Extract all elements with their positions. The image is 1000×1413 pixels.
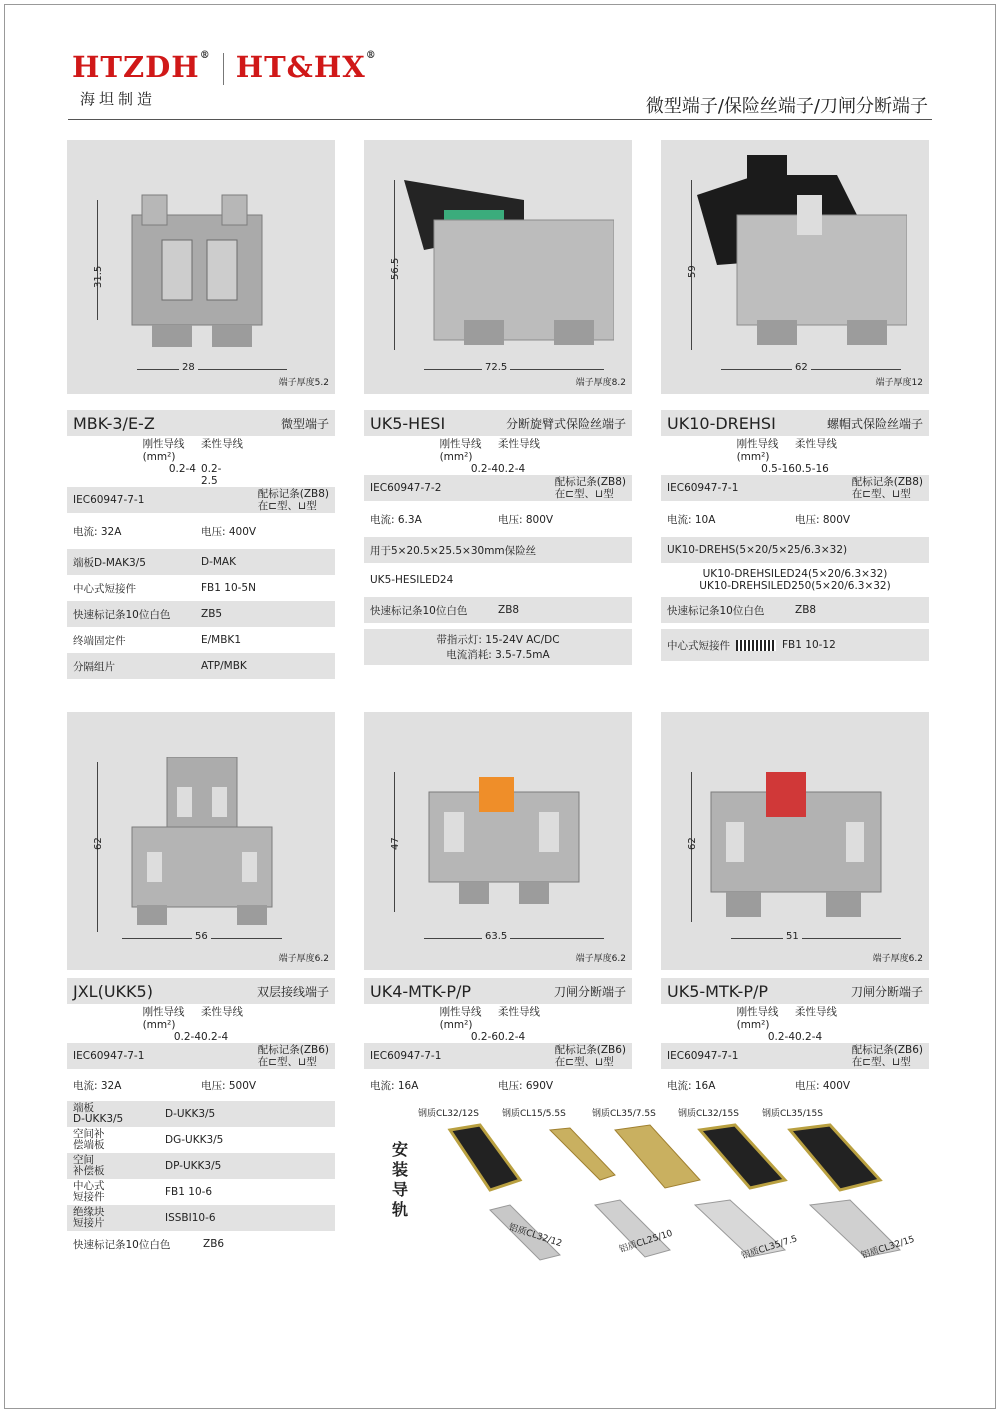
product-card-uk10-drehsi — [661, 140, 929, 661]
product-image — [706, 762, 886, 932]
rating-row: 电流: 16A 电压: 400V — [667, 1079, 851, 1092]
product-image-panel — [661, 712, 929, 970]
thickness-label: 端子厚度6.2 — [278, 954, 329, 964]
product-image-panel — [67, 140, 335, 394]
dim-height: 56.5 — [390, 257, 401, 280]
note-row: 中心式短接件 FB1 10-12 — [661, 629, 929, 661]
rails-image — [440, 1120, 920, 1270]
rating-row: 电流: 10A 电压: 800V — [667, 513, 851, 526]
standard-row: IEC60947-7-1 配标记条(ZB6) 在⊏型、⊔型 — [67, 1043, 335, 1069]
rating-row: 电流: 6.3A 电压: 800V — [370, 513, 554, 526]
rail-label: 铝质CL25/10 — [618, 1228, 674, 1256]
thickness-label: 端子厚度6.2 — [575, 954, 626, 964]
product-name-bar: UK10-DREHSI 螺帽式保险丝端子 — [661, 410, 929, 436]
accessory-row: 空间 补偿板 DP-UKK3/5 — [67, 1153, 335, 1179]
product-card-mbk — [67, 140, 335, 679]
standard-row: IEC60947-7-1 配标记条(ZB6) 在⊏型、⊔型 — [661, 1043, 929, 1069]
dim-height: 31.5 — [93, 265, 104, 288]
dim-width: 63.5 — [482, 931, 510, 942]
wire-spec: 刚性导线(mm²) 柔性导线 0.2-6 0.2-4 — [439, 1006, 540, 1043]
note-row: 用于5×20.5×25.5×30mm保险丝 — [364, 537, 632, 563]
dim-height: 59 — [687, 265, 698, 278]
product-name-bar: UK4-MTK-P/P 刀闸分断端子 — [364, 978, 632, 1004]
note-row: 快速标记条10位白色 ZB8 — [364, 597, 632, 623]
jumper-icon — [736, 640, 776, 651]
standard-row: IEC60947-7-1 配标记条(ZB8) 在⊏型、⊔型 — [67, 487, 335, 513]
rating-row: 电流: 32A 电压: 500V — [73, 1079, 257, 1092]
rail-label: 钢质CL35/15S — [762, 1109, 823, 1119]
accessory-row: 绝缘块 短接片 ISSBI10-6 — [67, 1205, 335, 1231]
product-name-bar: UK5-HESI 分断旋臂式保险丝端子 — [364, 410, 632, 436]
rail-label: 钢质CL15/5.5S — [502, 1109, 566, 1119]
product-image — [127, 757, 277, 927]
product-card-uk4-mtk — [364, 712, 632, 1101]
product-image-panel — [364, 140, 632, 394]
dim-width: 56 — [192, 931, 211, 942]
dim-height: 62 — [93, 837, 104, 850]
product-name-bar: MBK-3/E-Z 微型端子 — [67, 410, 335, 436]
rail-label: 钢质CL32/12S — [418, 1109, 479, 1119]
accessory-row: 端板 D-UKK3/5 D-UKK3/5 — [67, 1101, 335, 1127]
note-row: 快速标记条10位白色 ZB8 — [661, 597, 929, 623]
product-card-uk5-hesi — [364, 140, 632, 665]
rails-title: 安装导轨 — [392, 1140, 409, 1219]
accessory-row: 中心式短接件 FB1 10-5N — [73, 582, 256, 595]
dim-height: 47 — [390, 837, 401, 850]
rail-label: 铝质CL32/12 — [507, 1222, 563, 1250]
product-card-jxl — [67, 712, 335, 1257]
accessory-row: 空间补 偿端板 DG-UKK3/5 — [73, 1128, 224, 1151]
product-image — [404, 170, 614, 350]
dim-height: 62 — [687, 837, 698, 850]
accessory-row: 快速标记条10位白色 ZB5 — [67, 601, 335, 627]
rail-label: 铝质CL35/7.5 — [740, 1234, 799, 1262]
accessory-row: 分隔组片 ATP/MBK — [67, 653, 335, 679]
thickness-label: 端子厚度8.2 — [575, 378, 626, 388]
product-image — [122, 185, 277, 350]
brand-subtitle: 海坦制造 — [80, 90, 157, 108]
dim-width: 28 — [179, 362, 198, 373]
rating-row: 电流: 32A 电压: 400V — [73, 525, 257, 538]
standard-row: IEC60947-7-1 配标记条(ZB8) 在⊏型、⊔型 — [661, 475, 929, 501]
wire-spec: 刚性导线(mm²) 柔性导线 0.2-4 0.2-4 — [142, 1006, 243, 1043]
accessory-row: 端板D-MAK3/5 D-MAK — [67, 549, 335, 575]
product-name-bar: JXL(UKK5) 双层接线端子 — [67, 978, 335, 1004]
wire-spec: 刚性导线(mm²) 柔性导线 0.5-16 0.5-16 — [736, 438, 837, 475]
product-image-panel — [364, 712, 632, 970]
header-divider — [68, 119, 932, 120]
note-row: UK5-HESILED24 — [370, 574, 454, 586]
product-name-bar: UK5-MTK-P/P 刀闸分断端子 — [661, 978, 929, 1004]
note-row: UK10-DREHS(5×20/5×25/6.3×32) — [661, 537, 929, 563]
accessory-row: 终端固定件 E/MBK1 — [73, 634, 242, 647]
thickness-label: 端子厚度5.2 — [278, 378, 329, 388]
brand-logo: HTZDH® HT&HX® — [72, 50, 377, 84]
rail-label: 钢质CL32/15S — [678, 1109, 739, 1119]
rail-label: 钢质CL35/7.5S — [592, 1109, 656, 1119]
accessory-row: 快速标记条10位白色 ZB6 — [73, 1238, 225, 1251]
product-image-panel — [67, 712, 335, 970]
wire-spec: 刚性导线(mm²) 柔性导线 0.2-4 0.2-4 — [439, 438, 540, 475]
note-row: UK10-DREHSILED24(5×20/6.3×32) UK10-DREHSILED250(5×20/6.3×32) — [699, 568, 891, 592]
wire-spec: 刚性导线(mm²) 柔性导线 0.2-4 0.2-4 — [736, 1006, 837, 1043]
note-row: 带指示灯: 15-24V AC/DC 电流消耗: 3.5-7.5mA — [364, 629, 632, 665]
product-card-uk5-mtk — [661, 712, 929, 1101]
dim-width: 72.5 — [482, 362, 510, 373]
standard-row: IEC60947-7-1 配标记条(ZB6) 在⊏型、⊔型 — [364, 1043, 632, 1069]
product-image — [697, 155, 907, 355]
dim-width: 51 — [783, 931, 802, 942]
thickness-label: 端子厚度12 — [875, 378, 923, 388]
product-image — [419, 772, 589, 912]
standard-row: IEC60947-7-2 配标记条(ZB8) 在⊏型、⊔型 — [364, 475, 632, 501]
page-title: 微型端子/保险丝端子/刀闸分断端子 — [645, 96, 928, 117]
wire-spec: 刚性导线(mm²) 柔性导线 0.2-4 0.2-2.5 — [142, 438, 243, 487]
accessory-row: 中心式 短接件 FB1 10-6 — [73, 1180, 213, 1203]
rail-label: 铝质CL32/15 — [860, 1234, 916, 1262]
product-image-panel — [661, 140, 929, 394]
thickness-label: 端子厚度6.2 — [872, 954, 923, 964]
dim-width: 62 — [792, 362, 811, 373]
din-rails-section — [380, 1100, 940, 1290]
rating-row: 电流: 16A 电压: 690V — [370, 1079, 554, 1092]
